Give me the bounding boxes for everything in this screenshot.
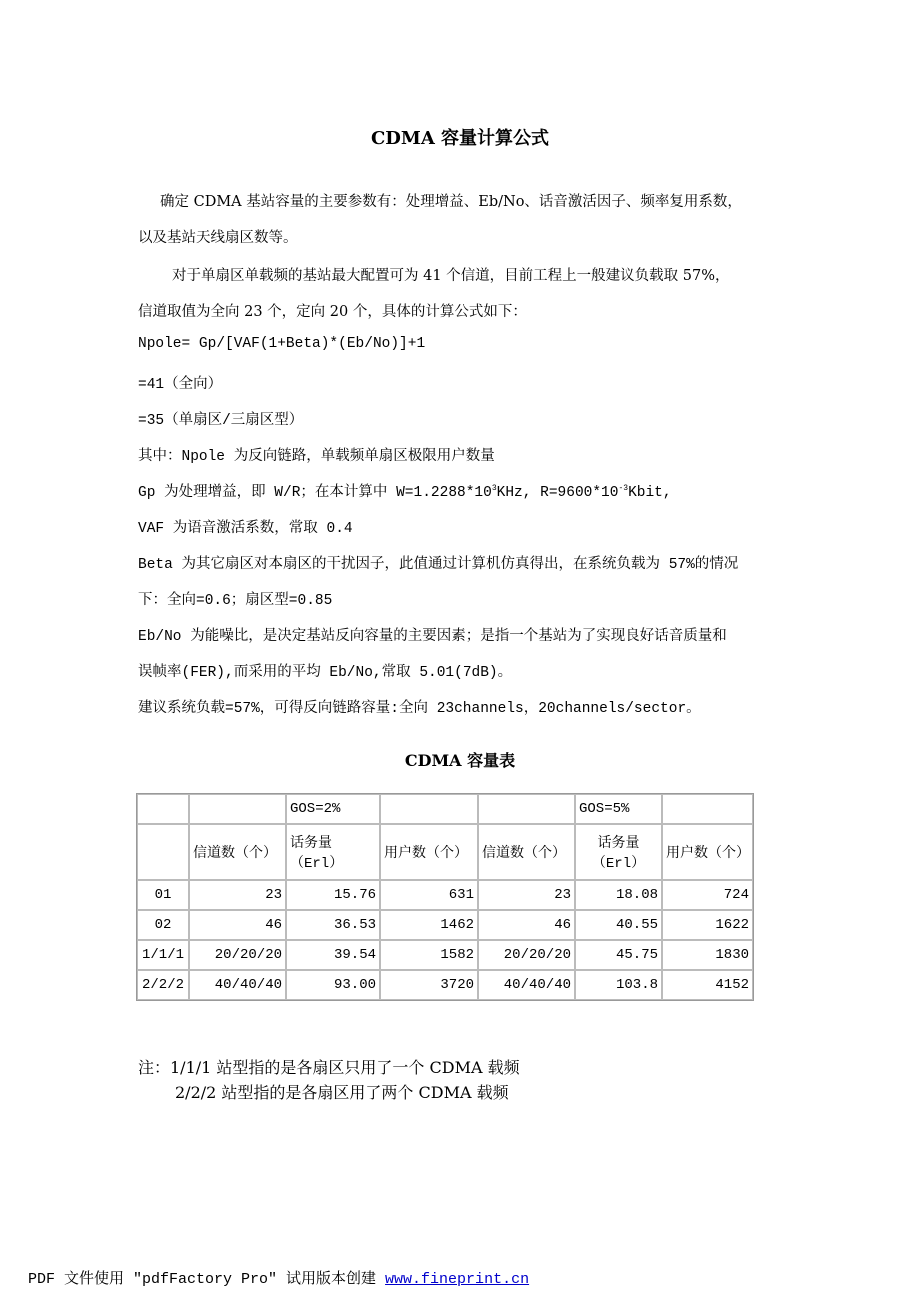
table-cell: 103.8: [575, 970, 662, 1000]
column-header: 信道数（个）: [189, 824, 286, 880]
paragraph: 对于单扇区单载频的基站最大配置可为 41 个信道，目前工程上一般建议负载取 57%，: [172, 268, 730, 284]
table-cell: 23: [189, 880, 286, 910]
document-title: CDMA 容量计算公式: [370, 128, 550, 149]
definition-ebno: Eb/No 为能噪比，是决定基站反向容量的主要因素；是指一个基站为了实现良好话音质量和: [138, 629, 727, 645]
table-cell: 93.00: [286, 970, 380, 1000]
table-cell: 39.54: [286, 940, 380, 970]
fineprint-link[interactable]: www.fineprint.cn: [385, 1271, 530, 1288]
table-cell: 631: [380, 880, 478, 910]
column-header: 信道数（个）: [478, 824, 575, 880]
capacity-table: [136, 793, 754, 1001]
table-cell: 724: [662, 880, 753, 910]
table-cell: 40/40/40: [189, 970, 286, 1000]
table-header-row: [137, 824, 753, 880]
site-type-cell: 02: [137, 910, 189, 940]
table-cell: 1462: [380, 910, 478, 940]
table-cell: 45.75: [575, 940, 662, 970]
table-title: CDMA 容量表: [404, 751, 516, 770]
note: 注：1/1/1 站型指的是各扇区只用了一个 CDMA 载频: [138, 1058, 520, 1077]
formula-line: =35（单扇区/三扇区型）: [138, 413, 304, 429]
definition-beta-cont: 下：全向=0.6；扇区型=0.85: [138, 593, 333, 609]
table-cell: 4152: [662, 970, 753, 1000]
table-cell: 1622: [662, 910, 753, 940]
formula-line: =41（全向）: [138, 377, 223, 393]
table-cell: 1582: [380, 940, 478, 970]
definition-beta: Beta 为其它扇区对本扇区的干扰因子，此值通过计算机仿真得出，在系统负载为 57%的情况: [138, 557, 739, 573]
table-cell: 40.55: [575, 910, 662, 940]
load-recommendation: 建议系统负载=57%，可得反向链路容量:全向 23channels，20channels/sector。: [138, 701, 701, 717]
table-cell: 20/20/20: [189, 940, 286, 970]
definition-npole: 其中：Npole 为反向链路，单载频单扇区极限用户数量: [138, 449, 495, 465]
column-header: 用户数（个）: [662, 824, 753, 880]
table-cell: 20/20/20: [478, 940, 575, 970]
table-cell: 40/40/40: [478, 970, 575, 1000]
paragraph: 信道取值为全向 23 个，定向 20 个，具体的计算公式如下：: [138, 304, 527, 320]
table-cell: 18.08: [575, 880, 662, 910]
table-cell: 3720: [380, 970, 478, 1000]
pdf-footer: PDF 文件使用 "pdfFactory Pro" 试用版本创建 www.fineprint.cn: [28, 1271, 530, 1288]
column-header: 话务量（Erl）: [575, 824, 662, 880]
column-header: 用户数（个）: [380, 824, 478, 880]
definition-gp: Gp 为处理增益，即 W/R；在本计算中 $W=1.2288*10^3KHz$, $R=9600*10^{-3}Kbit$,: [138, 484, 672, 501]
paragraph: 确定 CDMA 基站容量的主要参数有：处理增益、Eb/No、话音激活因子、频率复用系数，: [160, 194, 742, 210]
definition-vaf: VAF 为语音激活系数，常取 0.4: [138, 521, 353, 537]
site-type-cell: 1/1/1: [137, 940, 189, 970]
site-type-cell: 2/2/2: [137, 970, 189, 1000]
gos-5-header: GOS=5%: [575, 794, 662, 824]
table-cell: 46: [478, 910, 575, 940]
table-cell: 1830: [662, 940, 753, 970]
table-row: [137, 970, 753, 1000]
table-row: [137, 910, 753, 940]
site-type-cell: 01: [137, 880, 189, 910]
gos-2-header: GOS=2%: [286, 794, 380, 824]
table-row: [137, 794, 753, 824]
table-row: [137, 880, 753, 910]
formula: Npole= Gp/[VAF(1+Beta)*(Eb/No)]+1: [138, 336, 426, 352]
column-header: 话务量（Erl）: [286, 824, 380, 880]
definition-ebno-cont: 误帧率(FER),而采用的平均 Eb/No,常取 5.01(7dB)。: [138, 665, 513, 681]
table-cell: 36.53: [286, 910, 380, 940]
table-cell: 46: [189, 910, 286, 940]
table-cell: 15.76: [286, 880, 380, 910]
paragraph: 以及基站天线扇区数等。: [138, 230, 298, 246]
note: 2/2/2 站型指的是各扇区用了两个 CDMA 载频: [175, 1083, 509, 1102]
table-cell: 23: [478, 880, 575, 910]
table-row: [137, 940, 753, 970]
